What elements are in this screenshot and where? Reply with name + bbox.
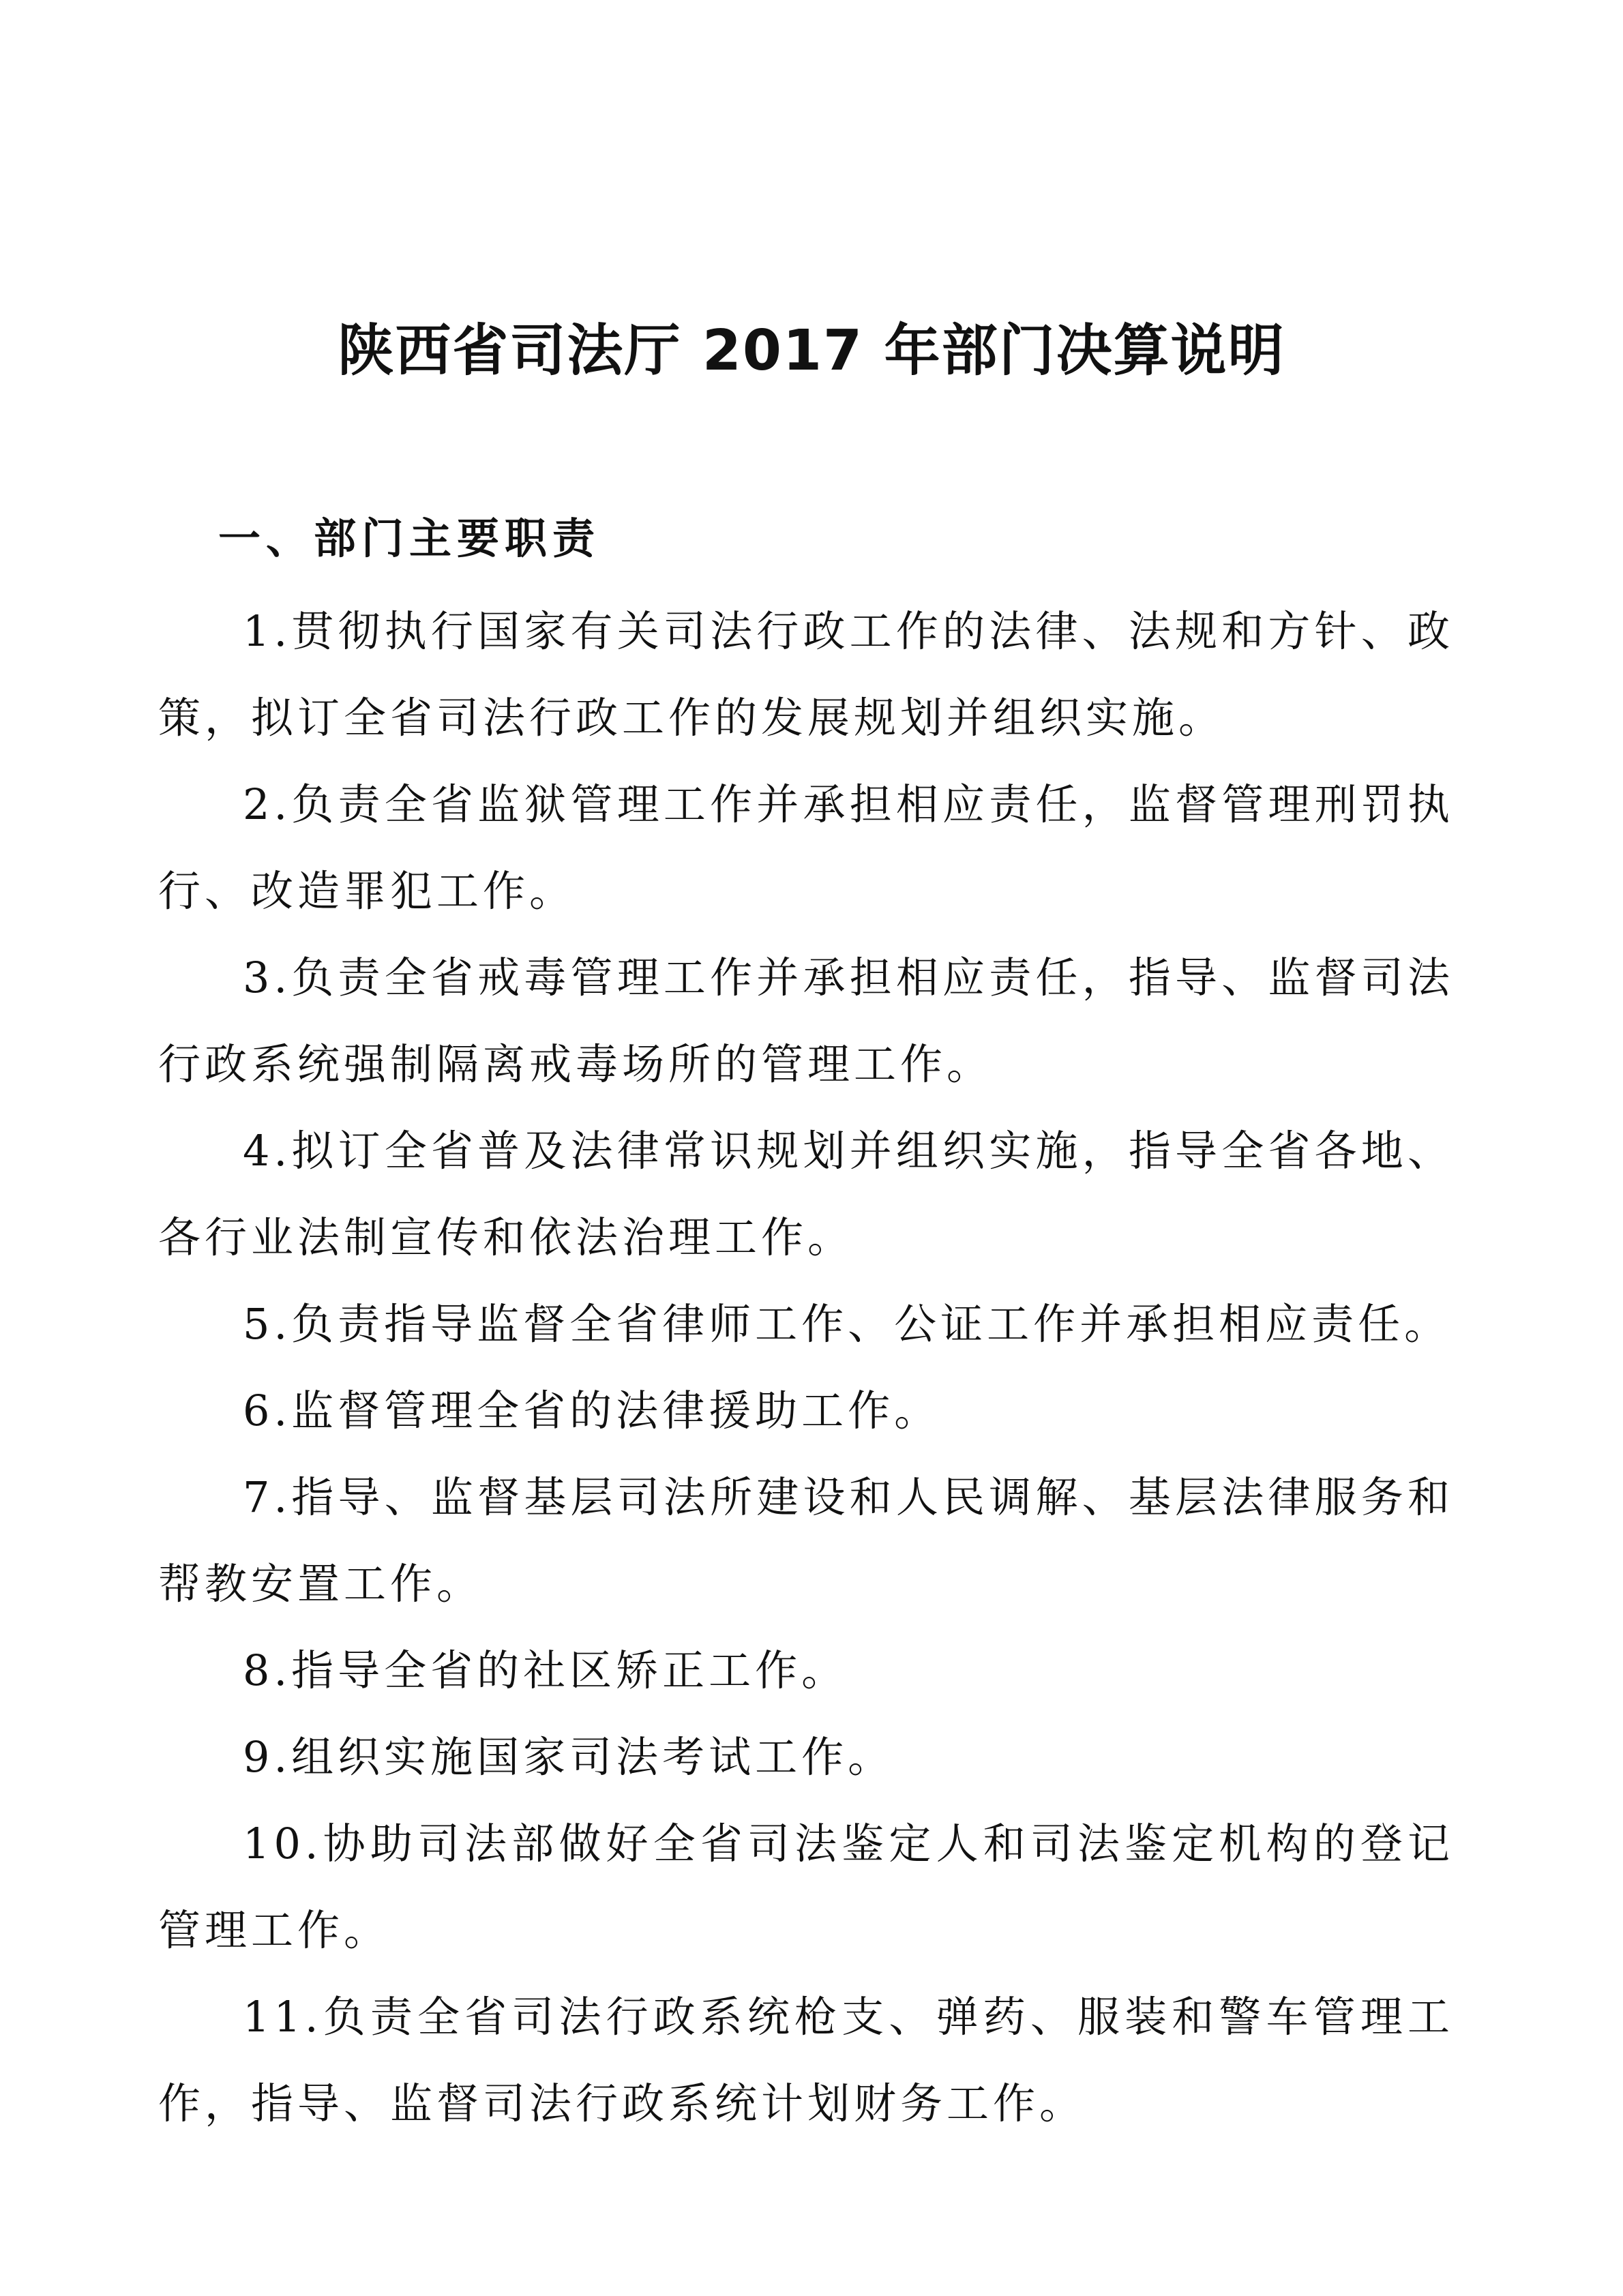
section-heading: 一、部门主要职责 (218, 513, 601, 563)
duty-item-10: 10.协助司法部做好全省司法鉴定人和司法鉴定机构的登记管理工作。 (158, 1819, 1454, 1955)
duty-item-6: 6.监督管理全省的法律援助工作。 (243, 1386, 941, 1435)
duty-item-8: 8.指导全省的社区矫正工作。 (243, 1645, 848, 1695)
duty-item-5: 5.负责指导监督全省律师工作、公证工作并承担相应责任。 (243, 1299, 1451, 1349)
page-title: 陕西省司法厅 2017 年部门决算说明 (338, 318, 1285, 383)
duty-item-11: 11.负责全省司法行政系统枪支、弹药、服装和警车管理工作，指导、监督司法行政系统计划财务工作。 (158, 1992, 1454, 2128)
duty-item-9: 9.组织实施国家司法考试工作。 (243, 1732, 895, 1782)
duty-item-2: 2.负责全省监狱管理工作并承担相应责任，监督管理刑罚执行、改造罪犯工作。 (158, 779, 1454, 916)
duty-item-1: 1.贯彻执行国家有关司法行政工作的法律、法规和方针、政策，拟订全省司法行政工作的发展规划并组织实施。 (158, 606, 1454, 743)
duty-item-4: 4.拟订全省普及法律常识规划并组织实施，指导全省各地、各行业法制宣传和依法治理工作。 (158, 1126, 1454, 1262)
duty-list (158, 588, 1454, 2147)
duty-item-3: 3.负责全省戒毒管理工作并承担相应责任，指导、监督司法行政系统强制隔离戒毒场所的管理工作。 (158, 953, 1454, 1089)
duty-item-7: 7.指导、监督基层司法所建设和人民调解、基层法律服务和帮教安置工作。 (158, 1472, 1454, 1609)
